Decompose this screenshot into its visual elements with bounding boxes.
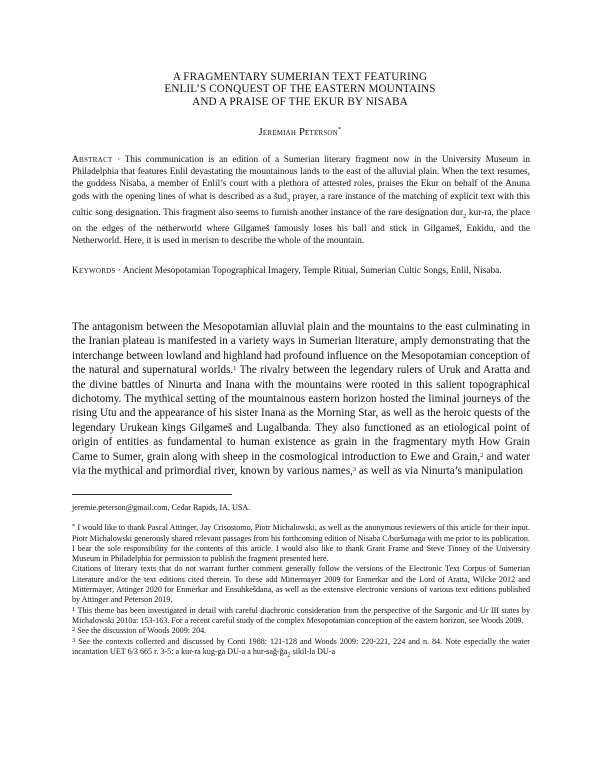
footnote-2 [72, 626, 530, 636]
abstract-text-3: kur-ra, the place on the edges of the netherworld where Gilgameš famously loses his ball and stick in Gilgameš, Enkidu, and the Netherworld. Here, it is used in merism to describe the whole of the mountain. [72, 207, 530, 246]
contact-email[interactable]: jeremie.peterson@gmail.com, Cedar Rapids, IA, USA. [72, 503, 251, 512]
keywords-label: Keywords [72, 266, 116, 276]
footnote-2-mark: 2 [72, 626, 76, 634]
abstract-label: Abstract [72, 155, 113, 165]
footnote-2-text: See the discussion of Woods 2009: 204. [75, 626, 207, 636]
keywords-separator: · [115, 266, 123, 276]
footnote-3 [72, 637, 530, 661]
footnote-1-mark: 1 [72, 605, 76, 613]
author-name [60, 127, 540, 138]
footnote-3-text-2: sikil-la DU-a [290, 646, 336, 656]
footnote-divider [72, 494, 232, 495]
footnote-citations: Citations of literary texts that do not warrant further comment generally follow the versions of the Electronic Text Corpus of Sumerian Literature and/or the text editions cited therein. To these add Mittermayer 2009 for Enmerkar and the Lord of Aratta, Wilcke 2012 and Mittermayer, Attinger 2020 for Enmerkar and Ensuhkešdana, as well as the extensive electronic versions of various text editions published by Attinger and Peterson 2019. [72, 564, 530, 605]
body-text [72, 320, 530, 478]
body-text-segment: as well as via Ninurta’s manipulation [356, 465, 524, 478]
article-title [60, 71, 540, 108]
footnote-3-mark: 3 [72, 636, 76, 644]
body-paragraph [72, 320, 530, 478]
abstract-subscript: 3 [286, 196, 291, 204]
footnote-ref-1[interactable]: 1 [233, 365, 237, 373]
footnote-star [72, 523, 530, 564]
title-line-1: A FRAGMENTARY SUMERIAN TEXT FEATURING [172, 71, 428, 83]
keywords [72, 265, 530, 277]
abstract-subscript-2: 2 [463, 212, 467, 220]
footnote-1 [72, 606, 530, 627]
title-line-3: AND A PRAISE OF THE EKUR BY NISABA [192, 95, 408, 108]
contact-line [72, 503, 530, 513]
keywords-text: Ancient Mesopotamian Topographical Imagery, Temple Ritual, Sumerian Cultic Songs, Enlil, Nisaba. [122, 266, 502, 276]
footnote-1-text: This theme has been investigated in detail with careful diachronic consideration from the perspective of the Sargonic and Ur III states by Michalowski 2010a: 153-163. For a recent careful study of the complex Mesopotamian conception of the eastern horizon, see Woods 2009. [72, 605, 530, 625]
author-name-text: Jeremiah Peterson [258, 127, 338, 138]
abstract-separator: · [112, 155, 125, 165]
footnote-3-text: See the contexts collected and discussed by Conti 1988: 121-128 and Woods 2009: 220-221, 224 and n. 84. Note especially the water incantation UET 6/3 665 r. 3-5: a kur-ra kug-ga DU-a a hur-sağ-ğa [72, 636, 530, 656]
footnote-ref-2[interactable]: 2 [480, 451, 484, 459]
body-text-segment: and water via the mythical and primordial river, known by various names, [72, 450, 530, 478]
body-text-segment: The rivalry between the legendary rulers of Uruk and Aratta and the divine battles of Ninurta and Inana with the mountains were rooted in this salient topographical dichotomy. The mythical setting of the mountainous eastern horizon hosted the liminal journeys of the rising Utu and the appearance of his sister Inana as the Morning Star, as well as the heroic quests of the legendary Urukean kings Gilgameš and Lugalbanda. They also functioned as an etiological point of origin of entities as fundamental to human existence as grain in the fragmentary myth How Grain Came to Sumer, grain along with sheep in the cosmological introduction to Ewe and Grain, [72, 364, 530, 463]
footnotes [72, 503, 530, 661]
abstract-text-2: prayer, a rare instance of the matching of explicit text with this cultic song designation. This fragment also seems to furnish another instance of the rare designation dur [72, 191, 531, 218]
footnote-star-text: I would like to thank Pascal Attinger, Jay Crisostomo, Piotr Michalowski, as well as the anonymous reviewers of this article for their input. Piotr Michalowski generously shared relevant passages from his forthcoming edition of Nisaba C/buršumaga with me prior to its publication. I bear the sole responsibility for the contents of this article. I would also like to thank Grant Frame and Steve Tinney of the University Museum in Philadelphia for permission to publish the fragment presented here. [72, 523, 530, 564]
abstract [72, 154, 530, 247]
footnote-3-subscript: 2 [287, 651, 291, 659]
title-line-2: ENLIL’S CONQUEST OF THE EASTERN MOUNTAINS [164, 83, 436, 96]
author-footnote-mark: * [337, 126, 342, 133]
body-text-segment: The antagonism between the Mesopotamian alluvial plain and the mountains to the east culminating in the Iranian plateau is manifested in a variety ways in Sumerian literature, amply demonstrating that the interchange between lowland and highland had profound influence on the Mesopotamian conception of the natural and supernatural worlds. [72, 321, 530, 377]
footnote-gap [72, 513, 530, 523]
footnote-star-mark: * [72, 523, 76, 531]
footnote-ref-3[interactable]: 3 [352, 466, 357, 474]
abstract-text: This communication is an edition of a Sumerian literary fragment now in the University Museum in Philadelphia that features Enlil devastating the mountainous lands to the east of the alluvial plain. When the text resumes, the goddess Nisaba, a member of Enlil’s court with a plethora of attested roles, praises the Ekur on behalf of the Anuna gods with the opening lines of what is described as a šud [72, 155, 530, 202]
